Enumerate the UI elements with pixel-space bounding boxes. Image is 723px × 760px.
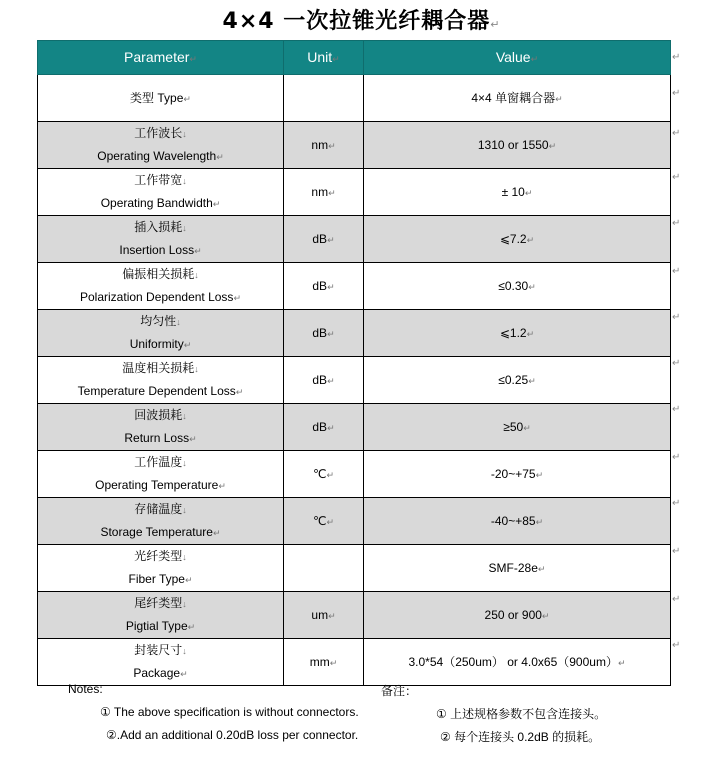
- unit-cell: ℃↵: [284, 451, 364, 498]
- param-zh: 工作带宽: [134, 173, 183, 187]
- value-text: ⩽1.2: [499, 325, 527, 340]
- unit-cell: dB↵: [284, 357, 364, 404]
- param-zh: 回波损耗: [134, 408, 183, 422]
- param-en: Uniformity: [129, 337, 184, 351]
- unit-cell: dB↵: [284, 404, 364, 451]
- spec-table: [37, 40, 671, 686]
- notes-heading-en: Notes:: [68, 682, 103, 696]
- unit-text: mm: [309, 654, 330, 669]
- table-row: [38, 216, 671, 263]
- unit-text: ℃: [312, 513, 327, 528]
- table-row: [38, 310, 671, 357]
- table-row: [38, 545, 671, 592]
- value-text: SMF-28e: [488, 560, 538, 575]
- value-text: ≤0.30: [498, 278, 529, 293]
- table-row: [38, 592, 671, 639]
- unit-cell: dB↵: [284, 263, 364, 310]
- table-row: [38, 122, 671, 169]
- param-en: Package: [133, 666, 181, 680]
- param-cell: 光纤类型↓ Fiber Type↵: [38, 545, 284, 592]
- param-cell: 温度相关损耗↓ Temperature Dependent Loss↵: [38, 357, 284, 404]
- paragraph-mark: ↵: [672, 312, 681, 323]
- param-en: Temperature Dependent Loss: [77, 384, 236, 398]
- param-zh: 温度相关损耗: [122, 361, 195, 375]
- header-value: Value↵: [364, 41, 671, 75]
- param-en: Return Loss: [124, 431, 190, 445]
- value-text: ≥50: [503, 419, 524, 434]
- note-en-1: ① The above specification is without connectors.: [100, 705, 359, 719]
- paragraph-mark: ↵: [672, 52, 681, 63]
- unit-cell: ℃↵: [284, 498, 364, 545]
- table-row: [38, 75, 671, 122]
- page-title: 4×4 一次拉锥光纤耦合器↵: [222, 9, 501, 34]
- value-text: ⩽7.2: [499, 231, 527, 246]
- paragraph-mark: ↵: [672, 594, 681, 605]
- unit-cell: dB↵: [284, 310, 364, 357]
- table-header-row: [38, 41, 671, 75]
- header-unit: Unit↵: [284, 41, 364, 75]
- value-cell: ⩽7.2↵: [364, 216, 671, 263]
- value-cell: -40~+85↵: [364, 498, 671, 545]
- param-cell: 封装尺寸↓ Package↵: [38, 639, 284, 686]
- value-cell: -20~+75↵: [364, 451, 671, 498]
- unit-cell: mm↵: [284, 639, 364, 686]
- param-cell: 工作波长↓ Operating Wavelength↵: [38, 122, 284, 169]
- value-cell: 3.0*54（250um） or 4.0x65（900um）↵: [364, 639, 671, 686]
- param-en: Operating Bandwidth: [100, 196, 213, 210]
- unit-cell: nm↵: [284, 169, 364, 216]
- unit-text: dB: [312, 372, 328, 387]
- unit-cell: [284, 75, 364, 122]
- unit-text: nm: [311, 184, 329, 199]
- unit-text: dB: [312, 325, 328, 340]
- param-en: Operating Wavelength: [97, 149, 217, 163]
- table-row: [38, 263, 671, 310]
- table-row: [38, 357, 671, 404]
- table-row: [38, 498, 671, 545]
- paragraph-mark: ↵: [672, 498, 681, 509]
- note-zh-1: ① 上述规格参数不包含连接头。: [436, 707, 607, 721]
- param-zh: 工作波长: [134, 126, 183, 140]
- param-en: Storage Temperature: [100, 525, 213, 539]
- param-cell: 工作带宽↓ Operating Bandwidth↵: [38, 169, 284, 216]
- paragraph-mark: ↵: [672, 218, 681, 229]
- table-row: [38, 451, 671, 498]
- value-cell: 250 or 900↵: [364, 592, 671, 639]
- unit-text: dB: [312, 419, 328, 434]
- value-text: -20~+75: [490, 466, 536, 481]
- paragraph-mark: ↵: [672, 546, 681, 557]
- note-en-2: ②.Add an additional 0.20dB loss per connector.: [106, 728, 359, 742]
- paragraph-mark: ↵: [672, 358, 681, 369]
- param-cell: 工作温度↓ Operating Temperature↵: [38, 451, 284, 498]
- param-en: Pigtial Type: [125, 619, 188, 633]
- param-en: Operating Temperature: [95, 478, 219, 492]
- param-zh: 存储温度: [134, 502, 183, 516]
- param-en: 类型 Type: [130, 90, 184, 105]
- table-row: [38, 404, 671, 451]
- value-cell: ± 10↵: [364, 169, 671, 216]
- paragraph-mark: ↵: [672, 88, 681, 99]
- unit-text: nm: [311, 137, 329, 152]
- param-cell: 类型 Type↵: [38, 75, 284, 122]
- value-text: ± 10: [501, 184, 525, 199]
- param-en: Polarization Dependent Loss: [80, 290, 234, 304]
- paragraph-mark: ↵: [672, 640, 681, 651]
- paragraph-mark: ↵: [672, 266, 681, 277]
- value-cell: ≤0.25↵: [364, 357, 671, 404]
- value-cell: ⩽1.2↵: [364, 310, 671, 357]
- param-zh: 封装尺寸: [134, 643, 183, 657]
- table-row: [38, 169, 671, 216]
- value-cell: ≤0.30↵: [364, 263, 671, 310]
- header-parameter: Parameter↵: [38, 41, 284, 75]
- unit-text: um: [311, 607, 329, 622]
- unit-text: dB: [312, 231, 328, 246]
- unit-cell: nm↵: [284, 122, 364, 169]
- value-cell: 1310 or 1550↵: [364, 122, 671, 169]
- param-en: Insertion Loss: [119, 243, 195, 257]
- param-cell: 存储温度↓ Storage Temperature↵: [38, 498, 284, 545]
- unit-cell: dB↵: [284, 216, 364, 263]
- param-cell: 回波损耗↓ Return Loss↵: [38, 404, 284, 451]
- param-cell: 插入损耗↓ Insertion Loss↵: [38, 216, 284, 263]
- value-text: 4×4 单窗耦合器: [471, 90, 556, 105]
- param-zh: 插入损耗: [134, 220, 183, 234]
- paragraph-mark: ↵: [672, 128, 681, 139]
- param-en: Fiber Type: [128, 572, 185, 586]
- param-zh: 尾纤类型: [134, 596, 183, 610]
- value-text: 250 or 900: [484, 607, 542, 622]
- unit-text: ℃: [312, 466, 327, 481]
- value-text: -40~+85: [490, 513, 536, 528]
- param-cell: 偏振相关损耗↓ Polarization Dependent Loss↵: [38, 263, 284, 310]
- param-zh: 光纤类型: [134, 549, 183, 563]
- value-cell: ≥50↵: [364, 404, 671, 451]
- paragraph-mark: ↵: [672, 452, 681, 463]
- param-cell: 尾纤类型↓ Pigtial Type↵: [38, 592, 284, 639]
- value-text: 1310 or 1550: [477, 137, 549, 152]
- note-zh-2: ② 每个连接头 0.2dB 的损耗。: [440, 730, 601, 744]
- unit-cell: um↵: [284, 592, 364, 639]
- value-cell: 4×4 单窗耦合器↵: [364, 75, 671, 122]
- table-row: [38, 639, 671, 686]
- value-text: 3.0*54（250um） or 4.0x65（900um）: [408, 654, 618, 669]
- notes-heading-zh: 备注：: [381, 684, 418, 698]
- unit-cell: [284, 545, 364, 592]
- param-cell: 均匀性↓ Uniformity↵: [38, 310, 284, 357]
- paragraph-mark: ↵: [672, 404, 681, 415]
- paragraph-mark: ↵: [672, 172, 681, 183]
- unit-text: dB: [312, 278, 328, 293]
- value-text: ≤0.25: [498, 372, 529, 387]
- value-cell: SMF-28e↵: [364, 545, 671, 592]
- param-zh: 偏振相关损耗: [122, 267, 195, 281]
- param-zh: 均匀性: [140, 314, 177, 328]
- param-zh: 工作温度: [134, 455, 183, 469]
